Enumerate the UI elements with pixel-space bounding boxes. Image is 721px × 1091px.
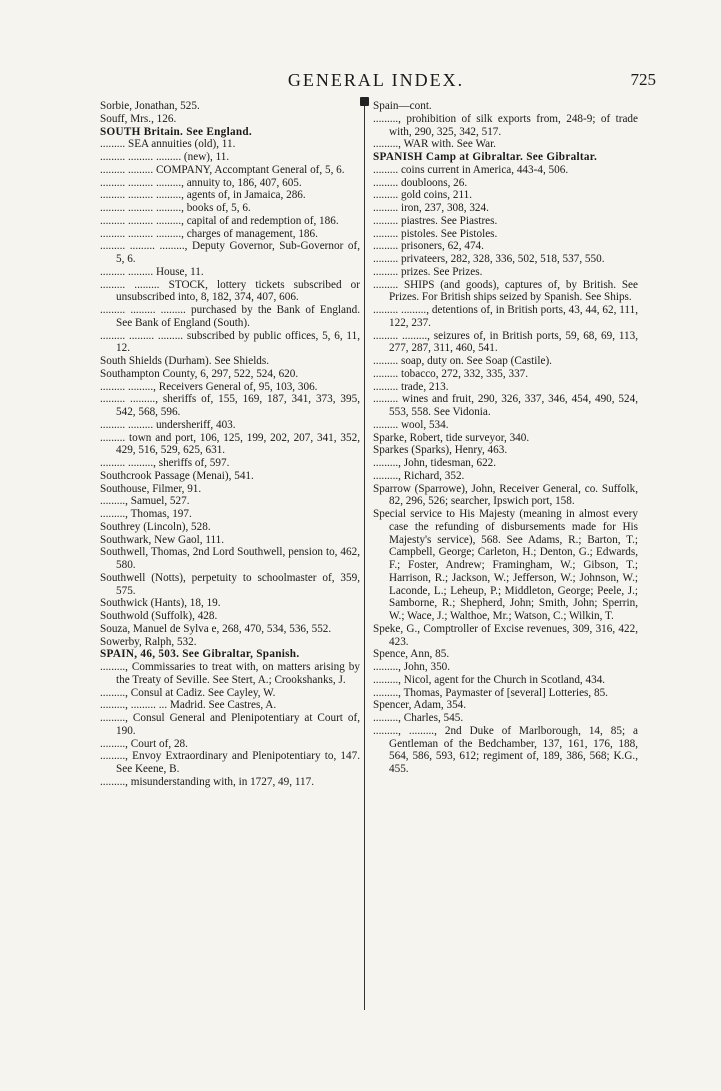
index-entry: ........., Charles, 545. <box>373 712 464 724</box>
index-entry: Southcrook Passage (Menai), 541. <box>100 469 254 482</box>
index-entry: ......... ........., seizures of, in British ports, 59, 68, 69, 113, 277, 287, 311, 460, 541. <box>373 329 638 355</box>
index-entry: ......... ......... undersheriff, 403. <box>100 418 236 431</box>
index-entry: SPANISH Camp at Gibraltar. See Gibraltar. <box>373 151 598 163</box>
page-header <box>96 70 656 92</box>
index-entry: ........., misunderstanding with, in 1727, 49, 117. <box>100 775 315 788</box>
index-entry: ........., Consul at Cadiz. See Cayley, W. <box>100 686 276 699</box>
index-entry: ........., prohibition of silk exports from, 248-9; of trade with, 290, 325, 342, 517. <box>373 112 638 138</box>
index-entry: SOUTH Britain. See England. <box>100 125 253 138</box>
index-entry: Sparkes (Sparks), Henry, 463. <box>373 444 508 457</box>
index-column-left <box>100 100 360 789</box>
index-entry: ......... ......... STOCK, lottery tickets subscribed or unsubscribed into, 8, 182, 374, 407, 606. <box>100 278 360 304</box>
column-divider <box>364 98 365 1010</box>
index-entry: ........., Nicol, agent for the Church in Scotland, 434. <box>373 673 606 686</box>
index-entry: Spencer, Adam, 354. <box>373 699 467 712</box>
index-entry: Southrey (Lincoln), 528. <box>100 520 211 533</box>
index-entry: ......... ......... ......... (new), 11. <box>100 151 230 163</box>
index-entry: ........., Consul General and Plenipotentiary at Court of, 190. <box>100 712 360 737</box>
index-entry: ......... iron, 237, 308, 324. <box>373 202 489 214</box>
index-entry: ......... pistoles. See Pistoles. <box>373 227 498 240</box>
index-entry: ........., Court of, 28. <box>100 737 188 750</box>
index-entry: ......... ........., sheriffs of, 155, 169, 187, 341, 373, 395, 542, 568, 596. <box>100 393 360 418</box>
index-entry: ........., ......... ... Madrid. See Castres, A. <box>100 699 277 712</box>
index-entry: ......... ......... House, 11. <box>100 265 204 278</box>
index-entry: ......... ......... ........., charges of management, 186. <box>100 227 318 240</box>
index-entry: Southwell, Thomas, 2nd Lord Southwell, pension to, 462, 580. <box>100 546 360 571</box>
index-entry: ......... piastres. See Piastres. <box>373 214 498 227</box>
page-number: 725 <box>630 70 656 89</box>
divider-marker <box>360 97 369 106</box>
index-entry: ........., John, 350. <box>373 661 451 673</box>
index-entry: ......... prisoners, 62, 474. <box>373 240 484 253</box>
index-entry: SPAIN, 46, 503. See Gibraltar, Spanish. <box>100 648 300 661</box>
index-entry: ......... wines and fruit, 290, 326, 337, 346, 454, 490, 524, 553, 558. See Vidonia. <box>373 393 638 418</box>
index-entry: ........., ........., 2nd Duke of Marlborough, 14, 85; a Gentleman of the Bedchamber, 137, 161, 176, 188, 564, 586, 593, 612; regiment of, 189, 386, 568; K.G., 455. <box>373 724 638 775</box>
index-entry: ......... ........., Receivers General of, 95, 103, 306. <box>100 380 318 393</box>
index-entry: ......... soap, duty on. See Soap (Castile). <box>373 355 552 367</box>
index-entry: ........., Richard, 352. <box>373 469 465 482</box>
index-entry: Special service to His Majesty (meaning in almost every case the refunding of disbursements made for His Majesty's service), 568. See Adams, R.; Barton, T.; Campbell, George; Carleton, H.; Denton, G.; Edwards, F.; Foster, Andrew; Framingham, W.; Gibson, T.; Harrison, R.; Jackson, W.; Jefferson, W.; Johnson, W.; Laconde, L.; Leheup, P.; Middleton, George; Peele, J.; Samborne, R.; Shepherd, John; Smith, John; Sperrin, W.; Wace, J.; Walthoe, Mr.; Watson, C.; Wilkin, T. <box>373 508 638 622</box>
index-entry: ........., WAR with. See War. <box>373 138 496 151</box>
index-entry: ......... SEA annuities (old), 11. <box>100 138 236 151</box>
index-entry: ......... ......... ......... purchased by the Bank of England. See Bank of England (South). <box>100 304 360 329</box>
index-column-right <box>373 100 638 776</box>
index-entry: ......... town and port, 106, 125, 199, 202, 207, 341, 352, 429, 516, 529, 625, 631. <box>100 431 360 457</box>
running-title: GENERAL INDEX. <box>287 70 465 90</box>
index-entry: ......... trade, 213. <box>373 380 449 393</box>
index-entry: Southwold (Suffolk), 428. <box>100 610 218 622</box>
index-entry: Sorbie, Jonathan, 525. <box>100 100 200 112</box>
index-entry: Sparke, Robert, tide surveyor, 340. <box>373 431 530 444</box>
index-entry: ......... doubloons, 26. <box>373 176 468 189</box>
index-entry: ........., Commissaries to treat with, on matters arising by the Treaty of Seville. See Stert, A.; Crookshanks, J. <box>100 661 360 686</box>
index-entry: ......... prizes. See Prizes. <box>373 265 483 278</box>
index-entry: Southwark, New Gaol, 111. <box>100 533 225 546</box>
index-entry: ......... SHIPS (and goods), captures of, by British. See Prizes. For British ships seized by Spanish. See Ships. <box>373 278 638 304</box>
index-entry: ......... ......... ........., agents of, in Jamaica, 286. <box>100 189 306 202</box>
index-entry: ........., Thomas, Paymaster of [several] Lotteries, 85. <box>373 686 608 699</box>
index-entry: ......... ......... ........., books of, 5, 6. <box>100 202 251 214</box>
index-entry: South Shields (Durham). See Shields. <box>100 355 270 367</box>
index-entry: ......... privateers, 282, 328, 336, 502, 518, 537, 550. <box>373 253 605 265</box>
index-entry: ......... ......... ........., Deputy Governor, Sub-Governor of, 5, 6. <box>100 240 360 265</box>
index-entry: Spain—cont. <box>373 100 432 112</box>
index-entry: ........., John, tidesman, 622. <box>373 457 497 469</box>
index-entry: ......... ........., detentions of, in British ports, 43, 44, 62, 111, 122, 237. <box>373 304 638 329</box>
index-entry: Speke, G., Comptroller of Excise revenues, 309, 316, 422, 423. <box>373 622 638 648</box>
index-entry: Souza, Manuel de Sylva e, 268, 470, 534, 536, 552. <box>100 622 332 635</box>
index-entry: ......... ......... COMPANY, Accomptant General of, 5, 6. <box>100 163 345 176</box>
index-entry: Southampton County, 6, 297, 522, 524, 620. <box>100 367 299 380</box>
index-entry: ......... coins current in America, 443-4, 506. <box>373 163 569 176</box>
index-entry: Southwick (Hants), 18, 19. <box>100 597 221 610</box>
index-entry: ........., Envoy Extraordinary and Plenipotentiary to, 147. See Keene, B. <box>100 750 360 775</box>
index-entry: ......... ......... ........., annuity to, 186, 407, 605. <box>100 176 302 189</box>
index-entry: ......... tobacco, 272, 332, 335, 337. <box>373 367 529 380</box>
index-entry: Southouse, Filmer, 91. <box>100 482 202 495</box>
index-entry: Sparrow (Sparrowe), John, Receiver General, co. Suffolk, 82, 296, 526; searcher, Ipswich port, 158. <box>373 482 638 508</box>
index-entry: Sowerby, Ralph, 532. <box>100 635 197 648</box>
index-entry: ......... ......... ........., capital of and redemption of, 186. <box>100 214 339 227</box>
index-entry: ......... gold coins, 211. <box>373 189 473 202</box>
index-entry: ........., Thomas, 197. <box>100 508 192 520</box>
index-entry: Spence, Ann, 85. <box>373 648 450 661</box>
index-entry: ........., Samuel, 527. <box>100 495 190 508</box>
index-entry: ......... ......... ......... subscribed by public offices, 5, 6, 11, 12. <box>100 329 360 355</box>
index-entry: Southwell (Notts), perpetuity to schoolmaster of, 359, 575. <box>100 571 360 597</box>
index-entry: Souff, Mrs., 126. <box>100 112 177 125</box>
index-entry: ......... ........., sheriffs of, 597. <box>100 457 230 469</box>
index-entry: ......... wool, 534. <box>373 418 449 431</box>
